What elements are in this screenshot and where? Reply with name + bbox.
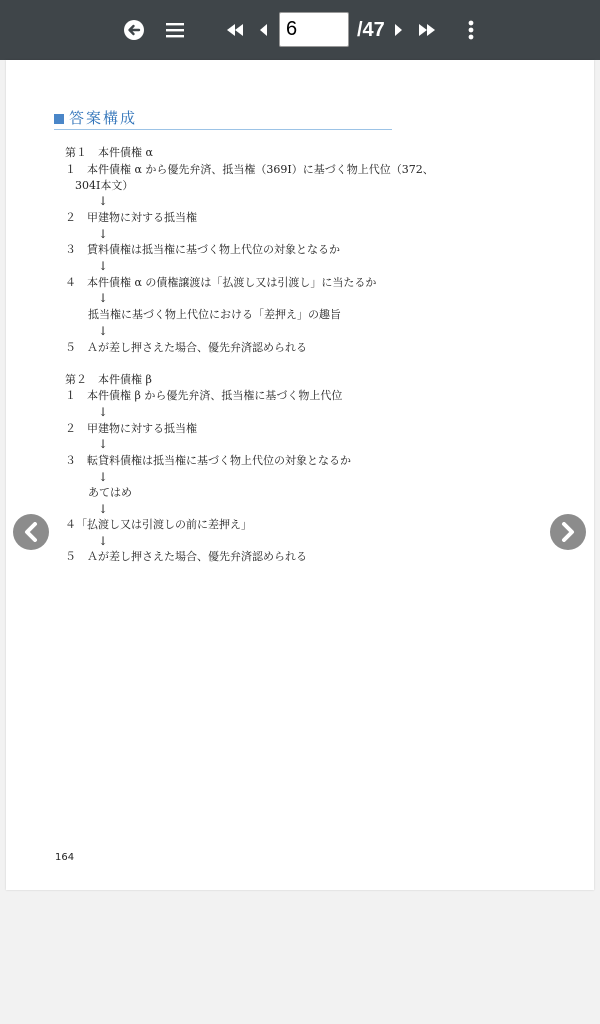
more-vert-icon xyxy=(468,20,474,40)
outline-line: 抵当権に基づく物上代位における「差押え」の趣旨 xyxy=(88,308,341,321)
menu-button[interactable] xyxy=(162,0,188,60)
down-arrow-icon: ↓ xyxy=(98,259,109,273)
outline-line: ２ 甲建物に対する抵当権 xyxy=(65,422,197,435)
down-arrow-icon: ↓ xyxy=(98,502,109,516)
down-arrow-icon: ↓ xyxy=(98,405,109,419)
page-number-input[interactable] xyxy=(279,12,349,47)
down-arrow-icon: ↓ xyxy=(98,291,109,305)
side-next-page-button[interactable] xyxy=(550,514,586,550)
outline-line: １ 本件債権 α から優先弁済、抵当権（369Ⅰ）に基づく物上代位（372、 xyxy=(65,163,434,176)
viewer-toolbar xyxy=(0,0,600,60)
side-prev-page-button[interactable] xyxy=(13,514,49,550)
outline-line: ５ Ａが差し押さえた場合、優先弁済認められる xyxy=(65,550,307,563)
outline-line: 第２ 本件債権 β xyxy=(65,373,152,386)
outline-line: ２ 甲建物に対する抵当権 xyxy=(65,211,197,224)
back-button[interactable] xyxy=(120,0,148,60)
outline-line: ４ 本件債権 α の債権譲渡は「払渡し又は引渡し」に当たるか xyxy=(65,276,377,289)
outline-line: ３ 賃料債権は抵当権に基づく物上代位の対象となるか xyxy=(65,243,340,256)
outline-line: １ 本件債権 β から優先弁済、抵当権に基づく物上代位 xyxy=(65,389,343,402)
last-page-icon xyxy=(418,23,436,37)
down-arrow-icon: ↓ xyxy=(98,194,109,208)
heading-text: 答案構成 xyxy=(69,109,138,127)
last-page-button[interactable] xyxy=(416,0,438,60)
more-options-button[interactable] xyxy=(462,0,480,60)
next-page-icon xyxy=(393,23,403,37)
down-arrow-icon: ↓ xyxy=(98,324,109,338)
outline-line: ４「払渡し又は引渡しの前に差押え」 xyxy=(65,518,252,531)
down-arrow-icon: ↓ xyxy=(98,437,109,451)
page-total-label: /47 xyxy=(357,19,385,41)
square-bullet-icon xyxy=(54,114,64,124)
prev-page-button[interactable] xyxy=(256,0,272,60)
outline-line: ３ 転貸料債権は抵当権に基づく物上代位の対象となるか xyxy=(65,454,351,467)
outline-line: あてはめ xyxy=(88,486,132,499)
chevron-left-icon xyxy=(23,522,39,542)
menu-icon xyxy=(165,21,185,39)
down-arrow-icon: ↓ xyxy=(98,534,109,548)
prev-page-icon xyxy=(259,23,269,37)
outline-line: 第１ 本件債権 α xyxy=(65,146,153,159)
page-footer-number: 164 xyxy=(55,852,75,863)
first-page-icon xyxy=(226,23,244,37)
section-heading xyxy=(54,109,392,130)
down-arrow-icon: ↓ xyxy=(98,470,109,484)
outline-line: 304Ⅰ本文） xyxy=(75,179,134,192)
outline-line: ５ Ａが差し押さえた場合、優先弁済認められる xyxy=(65,341,307,354)
arrow-back-icon xyxy=(123,19,145,41)
down-arrow-icon: ↓ xyxy=(98,227,109,241)
first-page-button[interactable] xyxy=(224,0,246,60)
document-page xyxy=(6,60,594,890)
chevron-right-icon xyxy=(560,522,576,542)
next-page-button[interactable] xyxy=(390,0,406,60)
